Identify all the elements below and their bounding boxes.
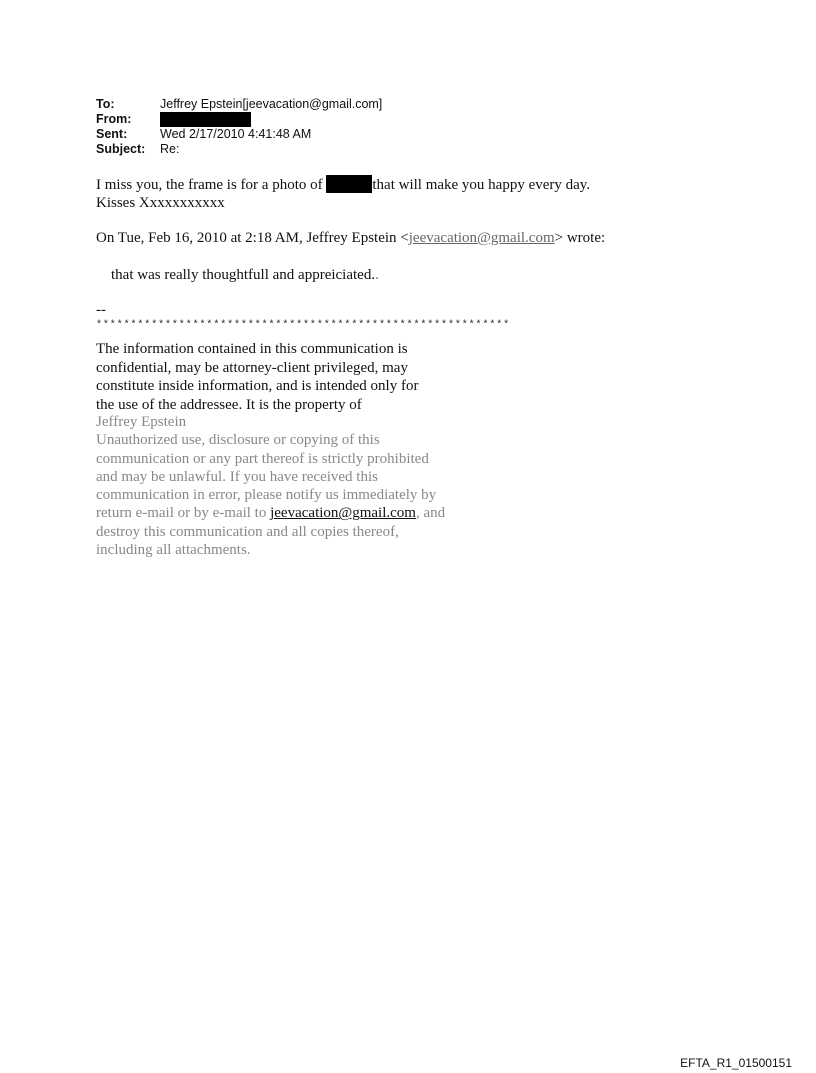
sent-value: Wed 2/17/2010 4:41:48 AM bbox=[160, 127, 312, 141]
message-line-1-end: that will make you happy every day. bbox=[372, 177, 591, 193]
disclaimer-gray-line: destroy this communication and all copies thereof, bbox=[96, 523, 399, 540]
sent-label: Sent: bbox=[96, 127, 128, 141]
disclaimer-gray-line: and may be unlawful. If you have received this bbox=[96, 468, 378, 485]
to-row bbox=[96, 97, 382, 112]
email-header bbox=[96, 97, 382, 157]
message-line-2: Kisses Xxxxxxxxxxx bbox=[96, 195, 225, 211]
name-redaction bbox=[326, 175, 372, 193]
document-id: EFTA_R1_01500151 bbox=[680, 1056, 792, 1070]
disclaimer-line-6-start: return e-mail or by e-mail to bbox=[96, 505, 271, 522]
disclaimer-gray-line: Unauthorized use, disclosure or copying of this bbox=[96, 432, 380, 449]
signature-stars: ************************************************************ bbox=[96, 320, 511, 331]
disclaimer-line: the use of the addressee. It is the property of bbox=[96, 396, 362, 413]
message-line-1-start: I miss you, the frame is for a photo of bbox=[96, 177, 323, 193]
disclaimer-line: confidential, may be attorney-client privileged, may bbox=[96, 359, 408, 376]
quote-intro-end: > wrote: bbox=[554, 230, 606, 246]
quote-intro-email-link[interactable]: jeevacation@gmail.com bbox=[408, 230, 555, 246]
disclaimer-gray-line bbox=[96, 504, 516, 522]
subject-label: Subject: bbox=[96, 142, 146, 156]
to-value: Jeffrey Epstein[jeevacation@gmail.com] bbox=[160, 97, 383, 111]
message-line-1 bbox=[96, 175, 590, 194]
disclaimer-line: constitute inside information, and is intended only for bbox=[96, 378, 419, 394]
disclaimer-gray-line: communication in error, please notify us immediately by bbox=[96, 487, 437, 504]
message-body bbox=[96, 175, 590, 212]
disclaimer-email-link[interactable]: jeevacation@gmail.com bbox=[270, 505, 416, 522]
disclaimer-line-6-end: , and bbox=[415, 505, 446, 522]
sent-row bbox=[96, 127, 382, 142]
to-label: To: bbox=[96, 97, 115, 111]
subject-value: Re: bbox=[160, 142, 180, 156]
disclaimer-gray-line: Jeffrey Epstein bbox=[96, 414, 187, 430]
quoted-text: that was really thoughtfull and appreiciated. bbox=[111, 267, 376, 283]
disclaimer-gray bbox=[96, 413, 516, 559]
disclaimer-gray-line: communication or any part thereof is strictly prohibited bbox=[96, 450, 429, 467]
from-redaction bbox=[160, 112, 251, 127]
signature-dash: -- bbox=[96, 302, 106, 318]
from-row bbox=[96, 112, 382, 127]
quote-intro bbox=[96, 229, 605, 247]
disclaimer-line: The information contained in this communication is bbox=[96, 341, 408, 357]
quoted-message bbox=[111, 266, 379, 284]
disclaimer-dark bbox=[96, 340, 516, 414]
disclaimer-gray-line: including all attachments. bbox=[96, 542, 251, 559]
quote-intro-start: On Tue, Feb 16, 2010 at 2:18 AM, Jeffrey Epstein < bbox=[96, 230, 409, 246]
quoted-trailing: . bbox=[375, 267, 379, 283]
from-label: From: bbox=[96, 112, 132, 126]
subject-row bbox=[96, 142, 382, 157]
